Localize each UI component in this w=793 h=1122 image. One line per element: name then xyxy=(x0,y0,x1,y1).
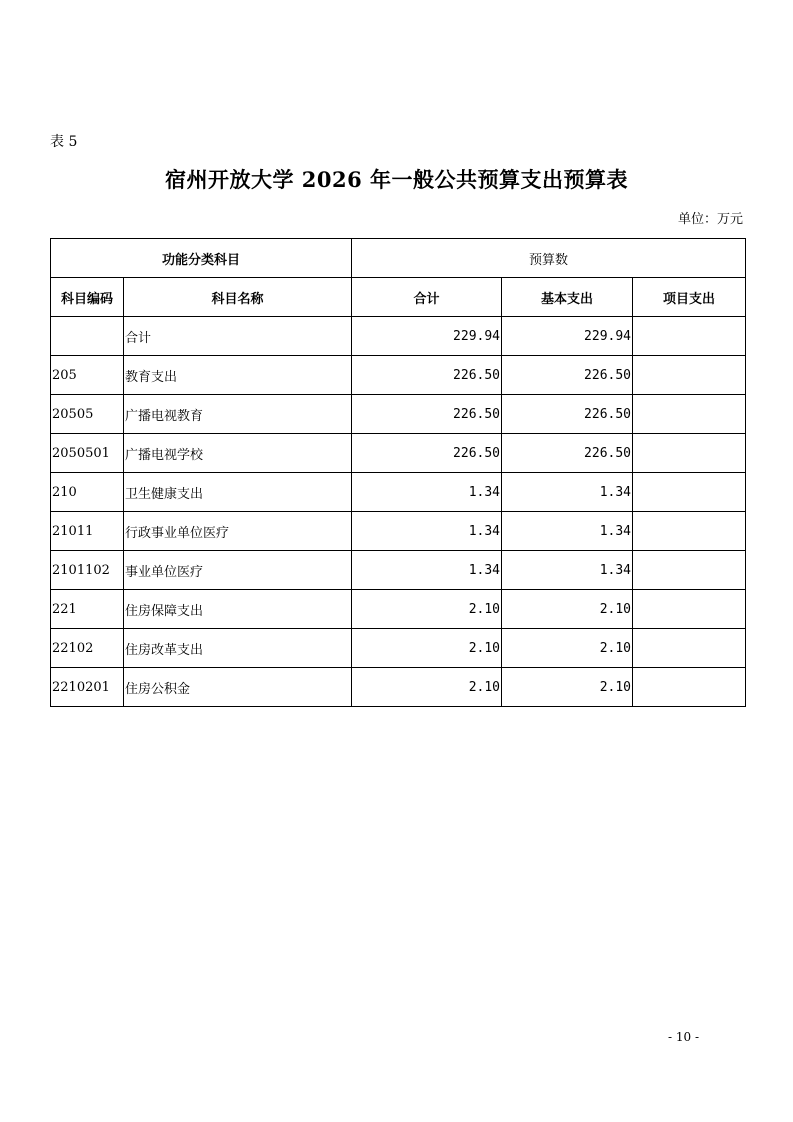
cell-project xyxy=(633,317,746,356)
column-header-basic: 基本支出 xyxy=(502,278,633,317)
cell-basic: 2.10 xyxy=(502,668,633,707)
cell-total: 2.10 xyxy=(352,668,502,707)
budget-group-header: 预算数 xyxy=(352,239,746,278)
cell-name: 卫生健康支出 xyxy=(124,473,352,512)
cell-code: 20505 xyxy=(51,395,124,434)
table-group-header-row xyxy=(51,239,746,278)
cell-basic: 226.50 xyxy=(502,356,633,395)
cell-project xyxy=(633,551,746,590)
table-row xyxy=(51,434,746,473)
cell-code: 210 xyxy=(51,473,124,512)
cell-basic: 226.50 xyxy=(502,395,633,434)
cell-code xyxy=(51,317,124,356)
cell-total: 2.10 xyxy=(352,590,502,629)
cell-name: 住房改革支出 xyxy=(124,629,352,668)
cell-code: 2101102 xyxy=(51,551,124,590)
cell-project xyxy=(633,434,746,473)
table-row xyxy=(51,551,746,590)
cell-project xyxy=(633,473,746,512)
unit-label: 单位：万元 xyxy=(677,212,743,227)
table-row xyxy=(51,668,746,707)
cell-project xyxy=(633,356,746,395)
cell-project xyxy=(633,590,746,629)
cell-project xyxy=(633,629,746,668)
cell-project xyxy=(633,512,746,551)
cell-basic: 1.34 xyxy=(502,473,633,512)
cell-basic: 2.10 xyxy=(502,590,633,629)
column-header-name: 科目名称 xyxy=(124,278,352,317)
cell-code: 2050501 xyxy=(51,434,124,473)
cell-code: 22102 xyxy=(51,629,124,668)
column-header-project: 项目支出 xyxy=(633,278,746,317)
budget-table xyxy=(50,238,746,707)
cell-name: 教育支出 xyxy=(124,356,352,395)
table-row xyxy=(51,473,746,512)
table-row xyxy=(51,629,746,668)
cell-project xyxy=(633,395,746,434)
cell-name: 合计 xyxy=(124,317,352,356)
cell-code: 221 xyxy=(51,590,124,629)
column-header-total: 合计 xyxy=(352,278,502,317)
page-number: - 10 - xyxy=(668,1030,700,1044)
cell-basic: 2.10 xyxy=(502,629,633,668)
cell-code: 205 xyxy=(51,356,124,395)
cell-basic: 1.34 xyxy=(502,551,633,590)
cell-code: 2210201 xyxy=(51,668,124,707)
cell-name: 行政事业单位医疗 xyxy=(124,512,352,551)
cell-total: 226.50 xyxy=(352,434,502,473)
table-label: 表 5 xyxy=(50,134,78,150)
cell-name: 事业单位医疗 xyxy=(124,551,352,590)
table-row xyxy=(51,395,746,434)
cell-basic: 226.50 xyxy=(502,434,633,473)
cell-code: 21011 xyxy=(51,512,124,551)
budget-table-body xyxy=(51,239,746,707)
page-title: 宿州开放大学 2026 年一般公共预算支出预算表 xyxy=(164,167,629,192)
cell-total: 1.34 xyxy=(352,512,502,551)
cell-total: 1.34 xyxy=(352,551,502,590)
cell-name: 广播电视教育 xyxy=(124,395,352,434)
cell-name: 住房保障支出 xyxy=(124,590,352,629)
column-header-code: 科目编码 xyxy=(51,278,124,317)
cell-total: 226.50 xyxy=(352,356,502,395)
table-row xyxy=(51,356,746,395)
table-row xyxy=(51,512,746,551)
table-row xyxy=(51,317,746,356)
cell-name: 住房公积金 xyxy=(124,668,352,707)
cell-basic: 1.34 xyxy=(502,512,633,551)
table-row xyxy=(51,590,746,629)
classification-group-header: 功能分类科目 xyxy=(51,239,352,278)
cell-total: 229.94 xyxy=(352,317,502,356)
table-column-header-row xyxy=(51,278,746,317)
cell-total: 1.34 xyxy=(352,473,502,512)
cell-total: 226.50 xyxy=(352,395,502,434)
cell-name: 广播电视学校 xyxy=(124,434,352,473)
cell-total: 2.10 xyxy=(352,629,502,668)
cell-basic: 229.94 xyxy=(502,317,633,356)
cell-project xyxy=(633,668,746,707)
